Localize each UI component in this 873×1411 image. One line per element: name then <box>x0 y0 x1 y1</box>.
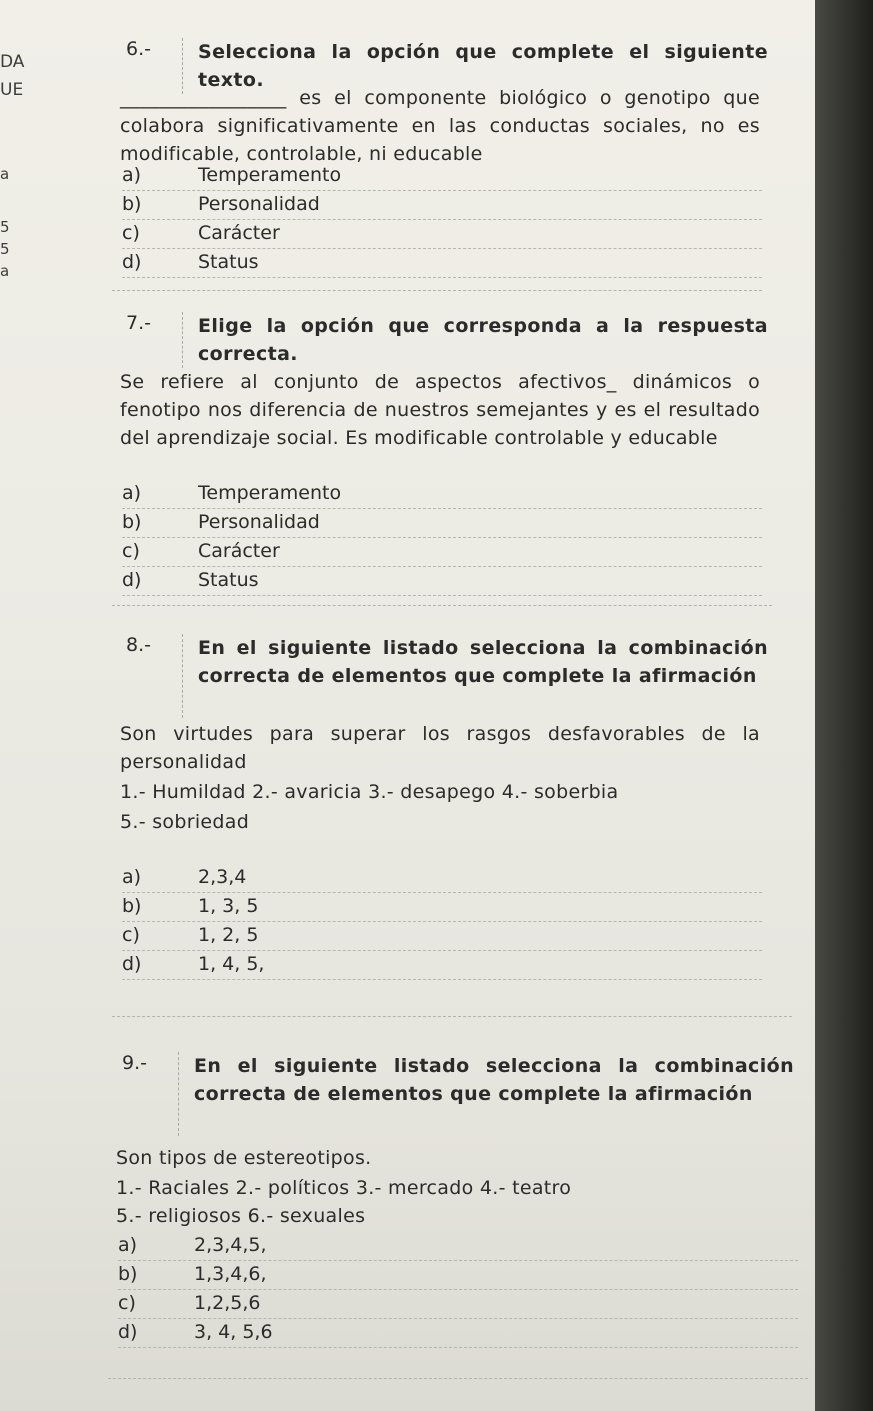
option-text: Status <box>198 569 259 591</box>
question-text: _________________ es el componente biológico o genotipo que colabora significativamente en las conductas sociales, no es modificable, controlable, ni educable <box>120 87 760 165</box>
option-text: 2,3,4,5, <box>194 1234 267 1256</box>
question-7 <box>112 312 772 591</box>
answer-option-a[interactable] <box>118 1232 798 1261</box>
answer-options <box>122 162 762 278</box>
section-divider <box>108 1378 808 1379</box>
option-text: 1, 4, 5, <box>198 953 265 975</box>
option-text: Status <box>198 251 259 273</box>
margin-fragment: 5 <box>0 218 10 236</box>
option-letter: b) <box>122 895 142 917</box>
answer-options <box>118 1232 798 1348</box>
item-list-line: 1.- Humildad 2.- avaricia 3.- desapego 4.- soberbia <box>120 781 619 803</box>
option-letter: d) <box>122 251 142 273</box>
answer-option-b[interactable] <box>122 191 762 220</box>
option-letter: b) <box>118 1263 138 1285</box>
item-list-line: 1.- Raciales 2.- políticos 3.- mercado 4.- teatro <box>116 1177 572 1199</box>
question-number: 9.- <box>122 1052 147 1074</box>
option-text: 3, 4, 5,6 <box>194 1321 273 1343</box>
option-letter: d) <box>118 1321 138 1343</box>
option-text: 2,3,4 <box>198 866 247 888</box>
option-letter: a) <box>118 1234 138 1256</box>
answer-option-c[interactable] <box>118 1290 798 1319</box>
margin-fragment: DA <box>0 52 25 72</box>
option-text: Carácter <box>198 540 280 562</box>
question-text: Son virtudes para superar los rasgos desfavorables de la personalidad <box>120 723 760 773</box>
margin-fragment: UE <box>0 80 24 100</box>
answer-option-d[interactable] <box>122 249 762 278</box>
question-9 <box>108 1052 798 1343</box>
option-letter: b) <box>122 511 142 533</box>
question-6 <box>112 38 772 273</box>
option-text: 1, 3, 5 <box>198 895 259 917</box>
option-letter: d) <box>122 953 142 975</box>
question-instruction: Selecciona la opción que complete el siguiente texto. <box>198 41 768 91</box>
table-divider <box>182 634 183 718</box>
item-list-line: 5.- sobriedad <box>120 811 250 833</box>
option-text: Carácter <box>198 222 280 244</box>
option-letter: a) <box>122 164 142 186</box>
item-list-line: 5.- religiosos 6.- sexuales <box>116 1205 366 1227</box>
option-letter: c) <box>118 1292 136 1314</box>
option-letter: d) <box>122 569 142 591</box>
answer-option-c[interactable] <box>122 220 762 249</box>
table-divider <box>182 312 183 368</box>
answer-option-a[interactable] <box>122 864 762 893</box>
margin-fragment: a <box>0 165 10 183</box>
answer-option-d[interactable] <box>118 1319 798 1348</box>
answer-option-b[interactable] <box>122 893 762 922</box>
section-divider <box>112 290 762 291</box>
answer-option-c[interactable] <box>122 922 762 951</box>
option-text: 1,2,5,6 <box>194 1292 261 1314</box>
question-number: 7.- <box>126 312 151 334</box>
option-text: Temperamento <box>198 482 342 504</box>
option-letter: c) <box>122 540 140 562</box>
answer-option-a[interactable] <box>122 162 762 191</box>
option-letter: a) <box>122 482 142 504</box>
question-number: 8.- <box>126 634 151 656</box>
option-text: Personalidad <box>198 511 320 533</box>
answer-option-c[interactable] <box>122 538 762 567</box>
answer-option-a[interactable] <box>122 480 762 509</box>
question-number: 6.- <box>126 38 151 60</box>
option-letter: c) <box>122 924 140 946</box>
answer-option-b[interactable] <box>122 509 762 538</box>
margin-fragment: 5 <box>0 240 10 258</box>
section-divider <box>112 605 772 606</box>
answer-option-d[interactable] <box>122 567 762 596</box>
question-instruction: En el siguiente listado selecciona la combinación correcta de elementos que complete la afirmación <box>194 1055 794 1105</box>
question-instruction: En el siguiente listado selecciona la combinación correcta de elementos que complete la afirmación <box>198 637 768 687</box>
option-text: 1, 2, 5 <box>198 924 259 946</box>
option-text: Temperamento <box>198 164 342 186</box>
margin-fragment: a <box>0 262 10 280</box>
option-letter: c) <box>122 222 140 244</box>
option-text: 1,3,4,6, <box>194 1263 267 1285</box>
question-text: Son tipos de estereotipos. <box>116 1147 372 1169</box>
question-8 <box>112 634 772 975</box>
table-divider <box>178 1052 179 1136</box>
option-letter: b) <box>122 193 142 215</box>
desk-background <box>815 0 873 1411</box>
question-text: Se refiere al conjunto de aspectos afectivos_ dinámicos o fenotipo nos diferencia de nuestros semejantes y es el resultado del aprendizaje social. Es modificable controlable y educable <box>120 371 760 449</box>
section-divider <box>112 1016 792 1017</box>
answer-option-b[interactable] <box>118 1261 798 1290</box>
option-letter: a) <box>122 866 142 888</box>
answer-options <box>122 864 762 980</box>
option-text: Personalidad <box>198 193 320 215</box>
answer-option-d[interactable] <box>122 951 762 980</box>
question-instruction: Elige la opción que corresponda a la respuesta correcta. <box>198 315 768 365</box>
answer-options <box>122 480 762 596</box>
